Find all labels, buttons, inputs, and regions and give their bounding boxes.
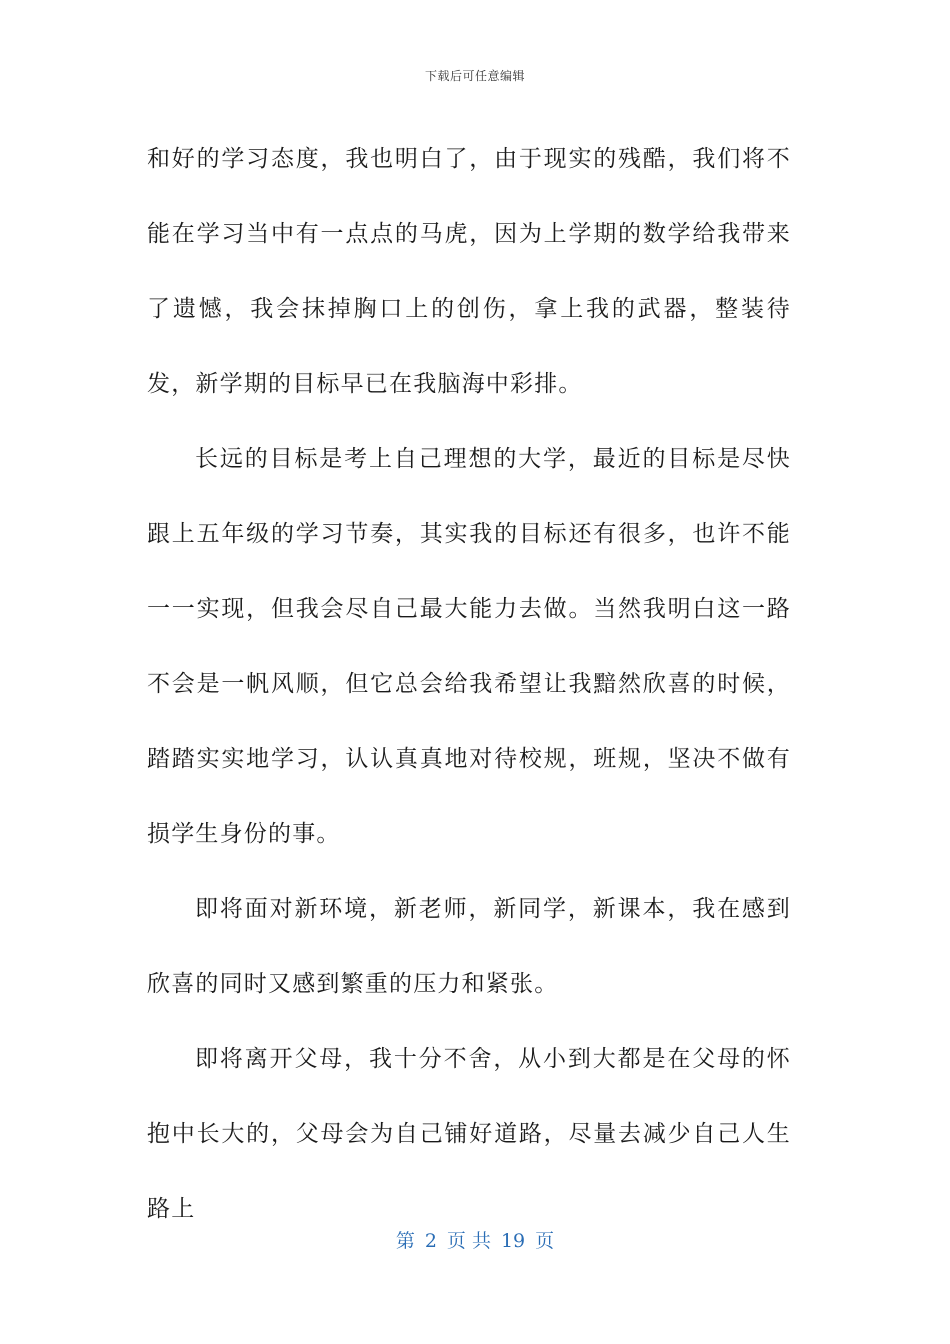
- footer-suffix: 页: [535, 1230, 555, 1252]
- paragraph-leaving-parents: 即将离开父母，我十分不舍，从小到大都是在父母的怀抱中长大的，父母会为自己铺好道路，尽量去减少自己人生路上: [147, 1046, 791, 1222]
- paragraph-continuation: 和好的学习态度，我也明白了，由于现实的残酷，我们将不能在学习当中有一点点的马虎，因为上学期的数学给我带来了遗憾，我会抹掉胸口上的创伤，拿上我的武器，整装待发，新学期的目标早已在我脑海中彩排。: [147, 146, 791, 397]
- page-header: 下载后可任意编辑: [424, 69, 525, 83]
- footer-mid: 页 共: [446, 1230, 491, 1252]
- paragraph-goals: 长远的目标是考上自己理想的大学，最近的目标是尽快跟上五年级的学习节奏，其实我的目标还有很多，也许不能一一实现，但我会尽自己最大能力去做。当然我明白这一路不会是一帆风顺，但它总会给我希望让我黯然欣喜的时候，踏踏实实地学习，认认真真地对待校规，班规，坚决不做有损学生身份的事。: [147, 446, 791, 847]
- footer-prefix: 第: [395, 1230, 415, 1252]
- footer-total-pages: 19: [500, 1230, 526, 1252]
- footer-current-page: 2: [424, 1230, 437, 1252]
- paragraph-new-environment: 即将面对新环境，新老师，新同学，新课本，我在感到欣喜的同时又感到繁重的压力和紧张。: [147, 896, 791, 997]
- document-body: [147, 122, 791, 1247]
- page-footer: [0, 1226, 950, 1253]
